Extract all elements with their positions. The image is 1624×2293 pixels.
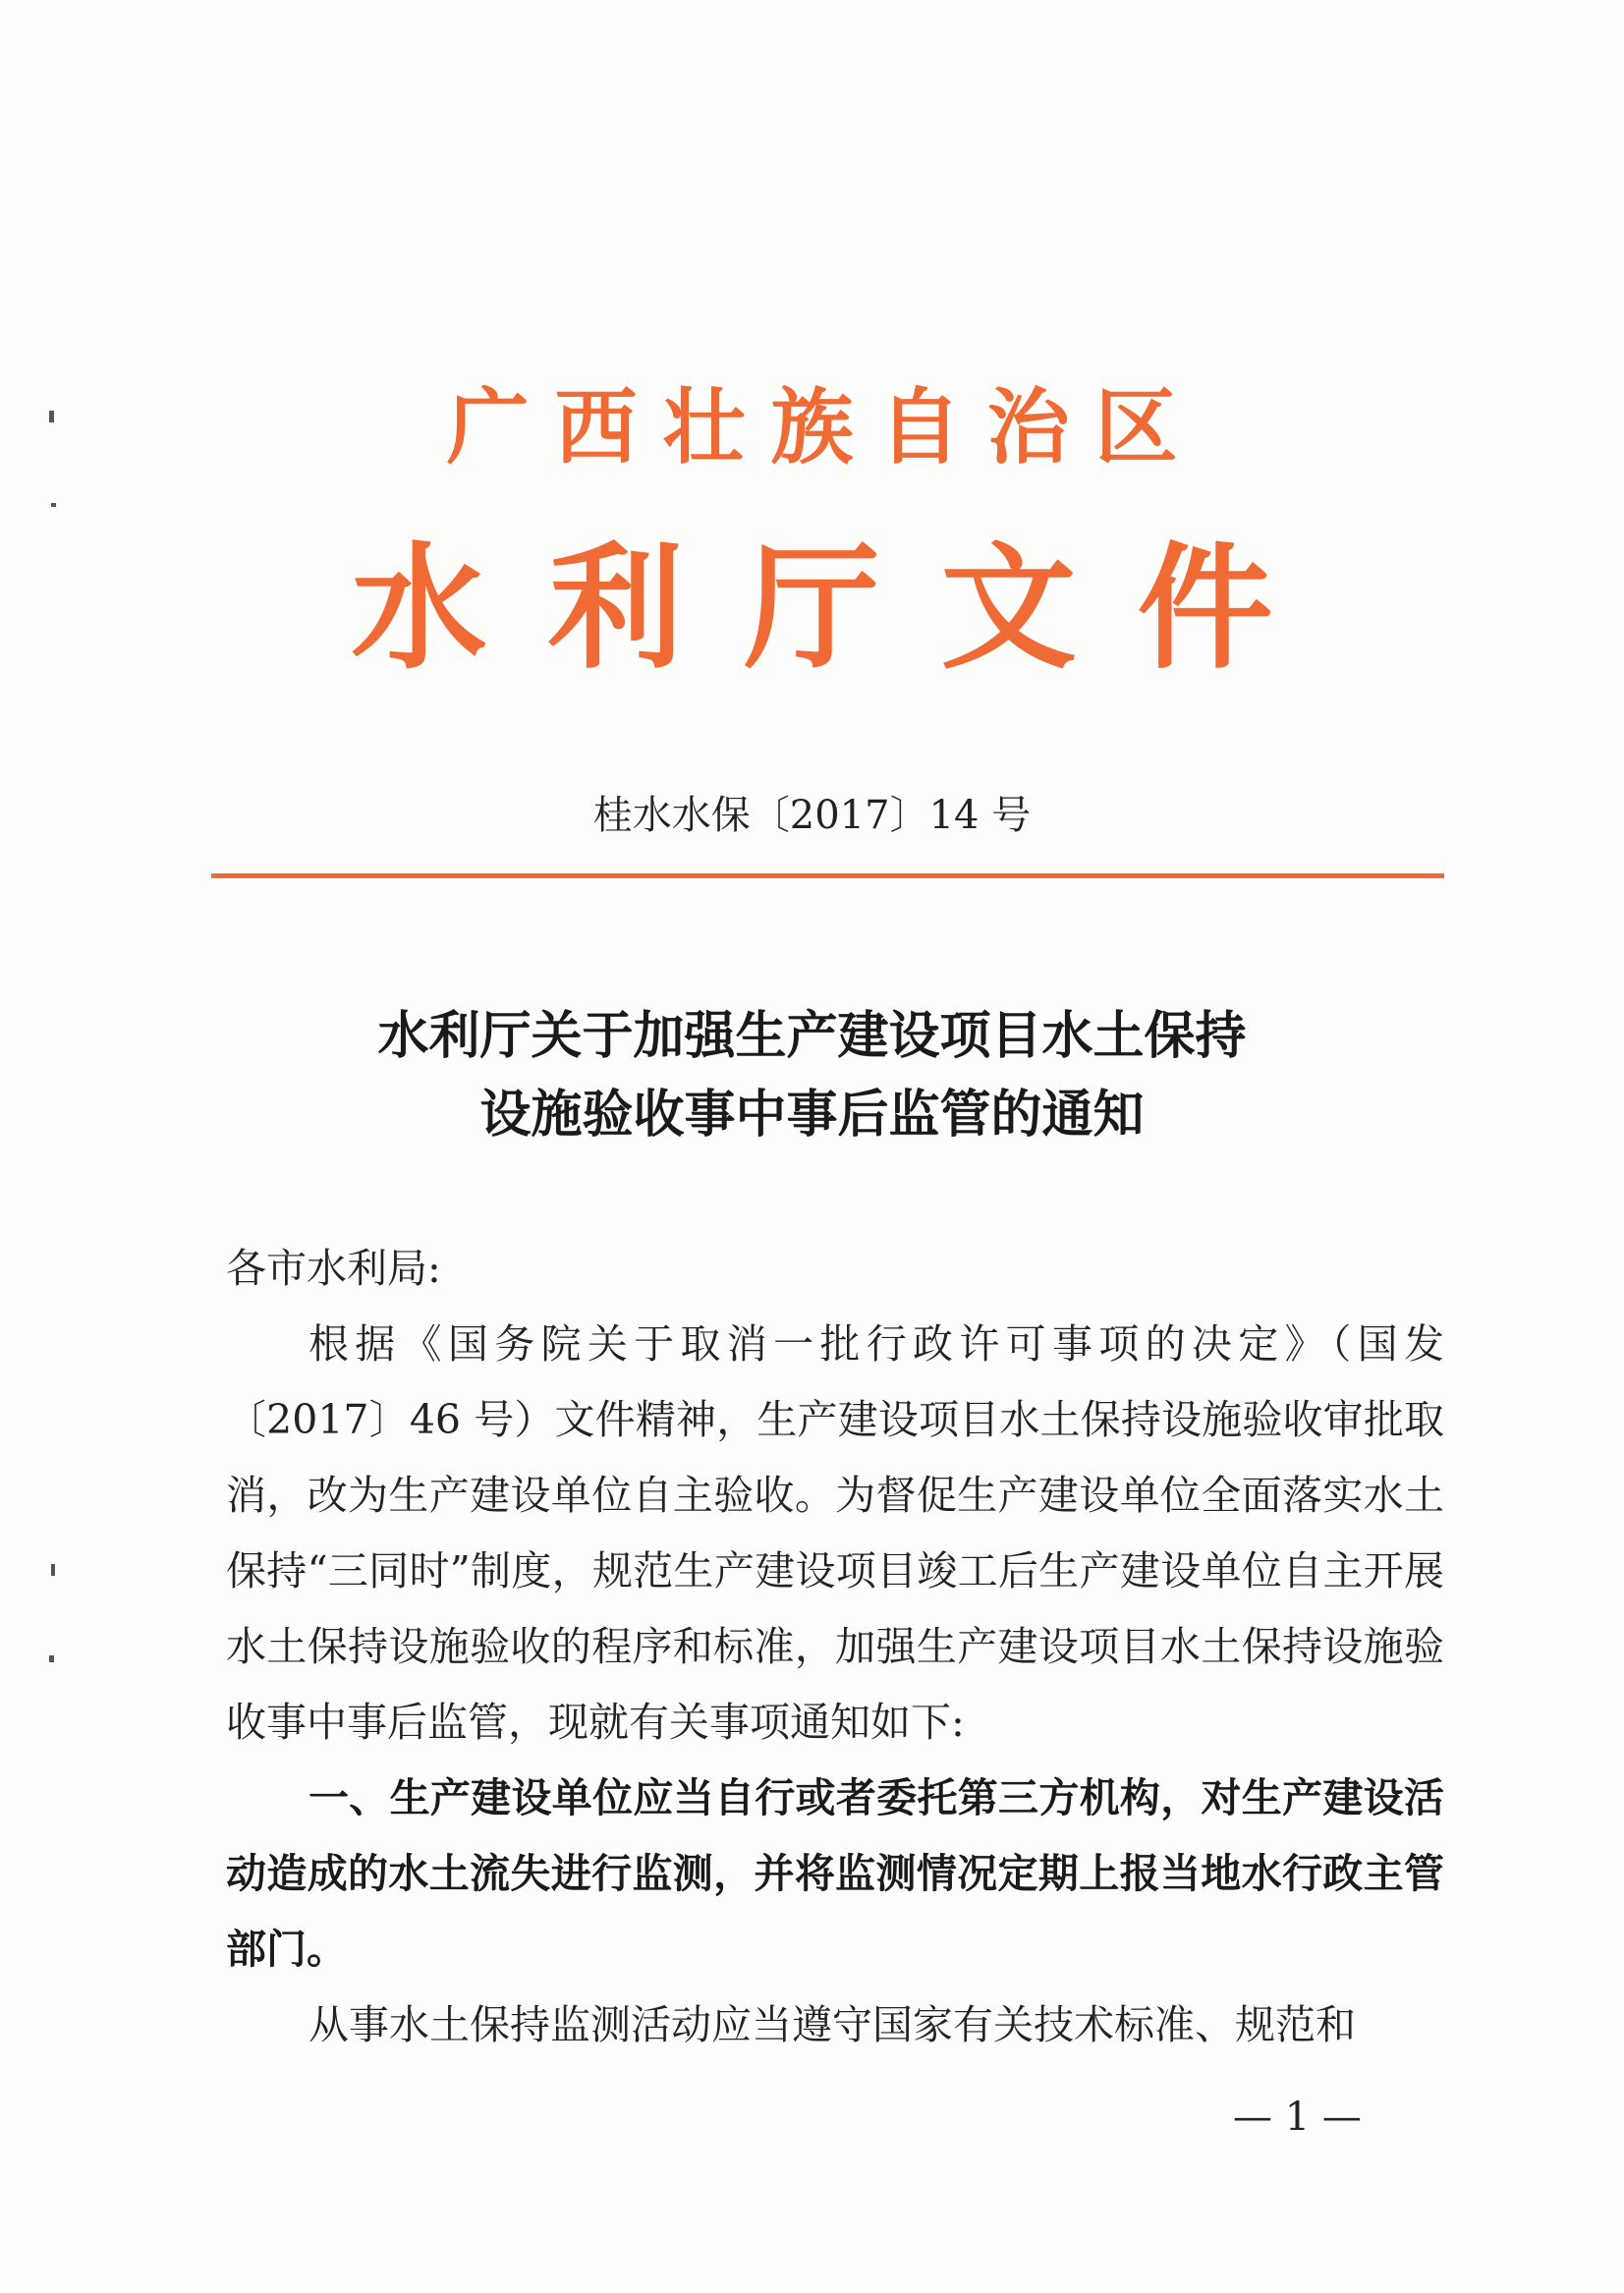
document-type-heading: 水利厅文件 bbox=[351, 530, 1334, 688]
document-number: 桂水水保〔2017〕14 号 bbox=[592, 793, 1032, 838]
title-line-2: 设施验收事中事后监管的通知 bbox=[479, 1086, 1145, 1145]
scan-speck bbox=[51, 1564, 55, 1576]
title-line-1: 水利厅关于加强生产建设项目水土保持 bbox=[377, 1007, 1247, 1066]
red-separator-line bbox=[211, 873, 1444, 878]
scan-speck bbox=[51, 503, 56, 507]
document-title bbox=[0, 997, 1624, 1154]
issuer-name: 广西壮族自治区 bbox=[446, 379, 1204, 475]
page-number: — 1 — bbox=[1233, 2095, 1362, 2140]
scan-speck bbox=[49, 1655, 54, 1662]
section-heading-paragraph: 一、生产建设单位应当自行或者委托第三方机构，对生产建设活动造成的水土流失进行监测，并将监测情况定期上报当地水行政主管部门。 bbox=[226, 1774, 1444, 1973]
body-paragraph: 根据《国务院关于取消一批行政许可事项的决定》（国发〔2017〕46 号）文件精神，生产建设项目水土保持设施验收审批取消，改为生产建设单位自主验收。为督促生产建设单位全面落实水土保持“三同时”制度，规范生产建设项目竣工后生产建设单位自主开展水土保持设施验收的程序和标准，加强生产建设项目水土保持设施验收事中事后监管，现就有关事项通知如下: bbox=[226, 1320, 1444, 1746]
salutation: 各市水利局: bbox=[226, 1245, 441, 1292]
body-paragraph: 从事水土保持监测活动应当遵守国家有关技术标准、规范和 bbox=[308, 2001, 1356, 2048]
document-body bbox=[226, 1231, 1444, 2063]
